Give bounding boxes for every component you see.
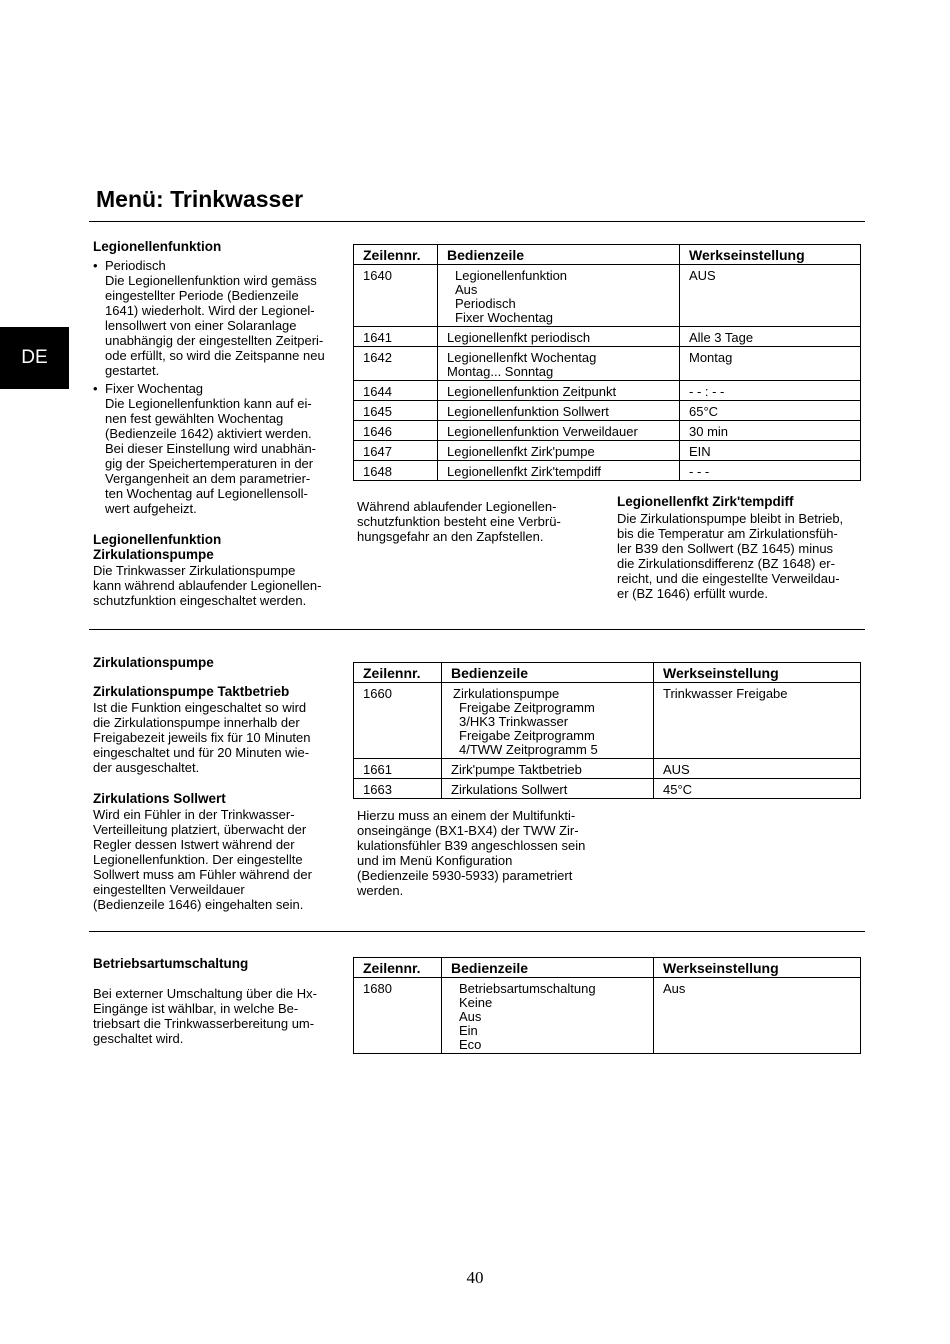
sollwert-text-line: Verteilleitung platziert, überwacht der [93, 822, 307, 837]
section-divider [89, 629, 865, 630]
warning-note [357, 499, 561, 544]
row-nr: 1641 [354, 327, 438, 347]
col-header-nr: Zeilennr. [354, 663, 442, 683]
page-title: Menü: Trinkwasser [96, 186, 304, 212]
table-row [354, 441, 861, 461]
row-nr: 1660 [354, 683, 442, 759]
sensor-note-line: und im Menü Konfiguration [357, 853, 513, 868]
col-header-werkseinstellung: Werkseinstellung [654, 663, 861, 683]
table-row [354, 381, 861, 401]
row-nr: 1644 [354, 381, 438, 401]
subsection-text [93, 563, 321, 608]
bedienzeile-line: Legionellenfunktion Zeitpunkt [447, 384, 617, 399]
warning-note-line: schutzfunktion besteht eine Verbrü- [357, 514, 561, 529]
row-bedienzeile [438, 461, 680, 481]
row-werkseinstellung: Trinkwasser Freigabe [654, 683, 861, 759]
section1-heading: Legionellenfunktion [93, 239, 222, 254]
row-werkseinstellung: Alle 3 Tage [680, 327, 861, 347]
bullet-icon: • [93, 381, 98, 396]
section3-heading: Betriebsartumschaltung [93, 956, 249, 971]
row-werkseinstellung: EIN [680, 441, 861, 461]
col-header-werkseinstellung: Werkseinstellung [680, 245, 861, 265]
section2-heading: Zirkulationspumpe [93, 655, 214, 670]
sollwert-text-line: Regler dessen Istwert während der [93, 837, 295, 852]
tempdiff-text-line: Die Zirkulationspumpe bleibt in Betrieb, [617, 511, 844, 526]
tempdiff-text-line: reicht, und die eingestellte Verweildau- [617, 571, 840, 586]
settings-table-3 [353, 957, 861, 1054]
bedienzeile-line: Legionellenfkt Zirk'pumpe [447, 444, 595, 459]
sensor-note-line: werden. [357, 883, 404, 898]
section3-text-line: geschaltet wird. [93, 1031, 184, 1046]
taktbetrieb-heading: Zirkulationspumpe Taktbetrieb [93, 684, 290, 699]
row-bedienzeile [442, 683, 654, 759]
col-header-bedienzeile: Bedienzeile [442, 958, 654, 978]
row-bedienzeile [438, 327, 680, 347]
row-werkseinstellung: - - : - - [680, 381, 861, 401]
section3-text [93, 986, 317, 1046]
row-bedienzeile [442, 759, 654, 779]
bedienzeile-line: Ein [459, 1023, 478, 1038]
row-werkseinstellung: 65°C [680, 401, 861, 421]
table-row [354, 421, 861, 441]
bedienzeile-line: Freigabe Zeitprogramm [459, 728, 595, 743]
warning-note-line: hungsgefahr an den Zapfstellen. [357, 529, 544, 544]
tempdiff-heading: Legionellenfkt Zirk'tempdiff [617, 494, 794, 509]
sensor-note-line: kulationsfühler B39 angeschlossen sein [357, 838, 586, 853]
sollwert-text [93, 807, 312, 912]
row-nr: 1640 [354, 265, 438, 327]
item1-title: Periodisch [105, 258, 166, 273]
item2-text-line: wert aufgeheizt. [105, 501, 197, 516]
row-bedienzeile [438, 381, 680, 401]
sollwert-text-line: Sollwert muss am Fühler während der [93, 867, 312, 882]
bedienzeile-line: Freigabe Zeitprogramm [459, 700, 595, 715]
tempdiff-text-line: er (BZ 1646) erfüllt wurde. [617, 586, 769, 601]
row-bedienzeile [442, 779, 654, 799]
row-bedienzeile [442, 978, 654, 1054]
sensor-note-line: onseingänge (BX1-BX4) der TWW Zir- [357, 823, 579, 838]
section-divider [89, 931, 865, 932]
bedienzeile-line: Betriebsartumschaltung [459, 981, 596, 996]
row-bedienzeile [438, 265, 680, 327]
item1-text-line: 1641) wiederholt. Wird der Legionel- [105, 303, 315, 318]
col-header-werkseinstellung: Werkseinstellung [654, 958, 861, 978]
row-werkseinstellung: - - - [680, 461, 861, 481]
row-werkseinstellung: Aus [654, 978, 861, 1054]
bedienzeile-line: Periodisch [455, 296, 516, 311]
bedienzeile-line: Fixer Wochentag [455, 310, 554, 325]
bedienzeile-line: Eco [459, 1037, 482, 1052]
section3-text-line: Bei externer Umschaltung über die Hx- [93, 986, 317, 1001]
taktbetrieb-text-line: Ist die Funktion eingeschaltet so wird [93, 700, 307, 715]
sollwert-text-line: (Bedienzeile 1646) eingehalten sein. [93, 897, 304, 912]
row-bedienzeile [438, 421, 680, 441]
bedienzeile-line: Legionellenfunktion Sollwert [447, 404, 609, 419]
row-nr: 1648 [354, 461, 438, 481]
item2-text-line: nen fest gewählten Wochentag [105, 411, 284, 426]
item1-text-line: eingestellter Periode (Bedienzeile [105, 288, 299, 303]
item1-text-line: unabhängig der eingestellten Zeitperi- [105, 333, 324, 348]
taktbetrieb-text-line: Freigabezeit jeweils fix für 10 Minuten [93, 730, 311, 745]
page-number: 40 [466, 1268, 484, 1287]
bedienzeile-line: Aus [455, 282, 478, 297]
subsection-heading-line2: Zirkulationspumpe [93, 547, 214, 562]
title-rule [89, 221, 865, 222]
sollwert-text-line: eingestellten Verweildauer [93, 882, 245, 897]
bedienzeile-line: Zirk'pumpe Taktbetrieb [451, 762, 582, 777]
section3-text-line: Eingänge ist wählbar, in welche Be- [93, 1001, 299, 1016]
table-row [354, 759, 861, 779]
taktbetrieb-text [93, 700, 311, 775]
bedienzeile-line: Keine [459, 995, 493, 1010]
sensor-note [357, 808, 585, 898]
sollwert-text-line: Wird ein Fühler in der Trinkwasser- [93, 807, 295, 822]
row-nr: 1642 [354, 347, 438, 381]
row-nr: 1645 [354, 401, 438, 421]
table-row [354, 327, 861, 347]
bedienzeile-line: Zirkulationspumpe [453, 686, 560, 701]
taktbetrieb-text-line: der ausgeschaltet. [93, 760, 200, 775]
col-header-nr: Zeilennr. [354, 958, 442, 978]
row-werkseinstellung: 45°C [654, 779, 861, 799]
tempdiff-text-line: bis die Temperatur am Zirkulationsfüh- [617, 526, 838, 541]
subsection-heading-line1: Legionellenfunktion [93, 532, 222, 547]
table-row [354, 683, 861, 759]
item2-text-line: Die Legionellenfunktion kann auf ei- [105, 396, 312, 411]
table-row [354, 779, 861, 799]
row-bedienzeile [438, 401, 680, 421]
row-nr: 1661 [354, 759, 442, 779]
row-bedienzeile [438, 347, 680, 381]
item1-text-line: Die Legionellenfunktion wird gemäss [105, 273, 317, 288]
item1-text-line: lensollwert von einer Solaranlage [105, 318, 297, 333]
section3-text-line: triebsart die Trinkwasserbereitung um- [93, 1016, 315, 1031]
tempdiff-text-line: ler B39 den Sollwert (BZ 1645) minus [617, 541, 834, 556]
item2-text-line: Vergangenheit an dem parametrier- [105, 471, 311, 486]
sollwert-heading: Zirkulations Sollwert [93, 791, 226, 806]
row-werkseinstellung: Montag [680, 347, 861, 381]
settings-table-1 [353, 244, 861, 481]
bedienzeile-line: Legionellenfunktion Verweildauer [447, 424, 638, 439]
item2-text-line: ten Wochentag auf Legionellensoll- [105, 486, 308, 501]
tempdiff-text-line: die Zirkulationsdifferenz (BZ 1648) er- [617, 556, 835, 571]
table-row [354, 978, 861, 1054]
item2-text-line: Bei dieser Einstellung wird unabhän- [105, 441, 317, 456]
sensor-note-line: (Bedienzeile 5930-5933) parametriert [357, 868, 573, 883]
bullet-icon: • [93, 258, 98, 273]
table-row [354, 461, 861, 481]
bedienzeile-line: Legionellenfkt Zirk'tempdiff [447, 464, 601, 479]
bedienzeile-line: Zirkulations Sollwert [451, 782, 568, 797]
item2-text [105, 396, 316, 516]
item1-text-line: ode erfüllt, so wird die Zeitspanne neu [105, 348, 325, 363]
item2-text-line: gig der Speichertemperaturen in der [105, 456, 314, 471]
bedienzeile-line: Legionellenfkt periodisch [447, 330, 591, 345]
item1-text-line: gestartet. [105, 363, 160, 378]
row-werkseinstellung: AUS [654, 759, 861, 779]
bedienzeile-line: Legionellenfkt Wochentag [447, 350, 597, 365]
table-row [354, 401, 861, 421]
row-nr: 1646 [354, 421, 438, 441]
row-nr: 1680 [354, 978, 442, 1054]
table-row [354, 347, 861, 381]
col-header-nr: Zeilennr. [354, 245, 438, 265]
item2-text-line: (Bedienzeile 1642) aktiviert werden. [105, 426, 312, 441]
subsection-text-line: Die Trinkwasser Zirkulationspumpe [93, 563, 296, 578]
sollwert-text-line: Legionellenfunktion. Der eingestellte [93, 852, 303, 867]
subsection-text-line: kann während ablaufender Legionellen- [93, 578, 322, 593]
subsection-text-line: schutzfunktion eingeschaltet werden. [93, 593, 307, 608]
bedienzeile-line: 3/HK3 Trinkwasser [459, 714, 569, 729]
tempdiff-text [617, 511, 843, 601]
taktbetrieb-text-line: eingeschaltet und für 20 Minuten wie- [93, 745, 310, 760]
row-bedienzeile [438, 441, 680, 461]
warning-note-line: Während ablaufender Legionellen- [357, 499, 557, 514]
settings-table-2 [353, 662, 861, 799]
sensor-note-line: Hierzu muss an einem der Multifunkti- [357, 808, 576, 823]
col-header-bedienzeile: Bedienzeile [438, 245, 680, 265]
row-werkseinstellung: AUS [680, 265, 861, 327]
item2-title: Fixer Wochentag [105, 381, 204, 396]
row-nr: 1663 [354, 779, 442, 799]
taktbetrieb-text-line: die Zirkulationspumpe innerhalb der [93, 715, 300, 730]
row-werkseinstellung: 30 min [680, 421, 861, 441]
table-row [354, 265, 861, 327]
bedienzeile-line: Montag... Sonntag [447, 364, 554, 379]
row-nr: 1647 [354, 441, 438, 461]
bedienzeile-line: 4/TWW Zeitprogramm 5 [459, 742, 598, 757]
bedienzeile-line: Aus [459, 1009, 482, 1024]
bedienzeile-line: Legionellenfunktion [455, 268, 568, 283]
language-tab: DE [0, 327, 69, 389]
item1-text [105, 273, 325, 378]
col-header-bedienzeile: Bedienzeile [442, 663, 654, 683]
